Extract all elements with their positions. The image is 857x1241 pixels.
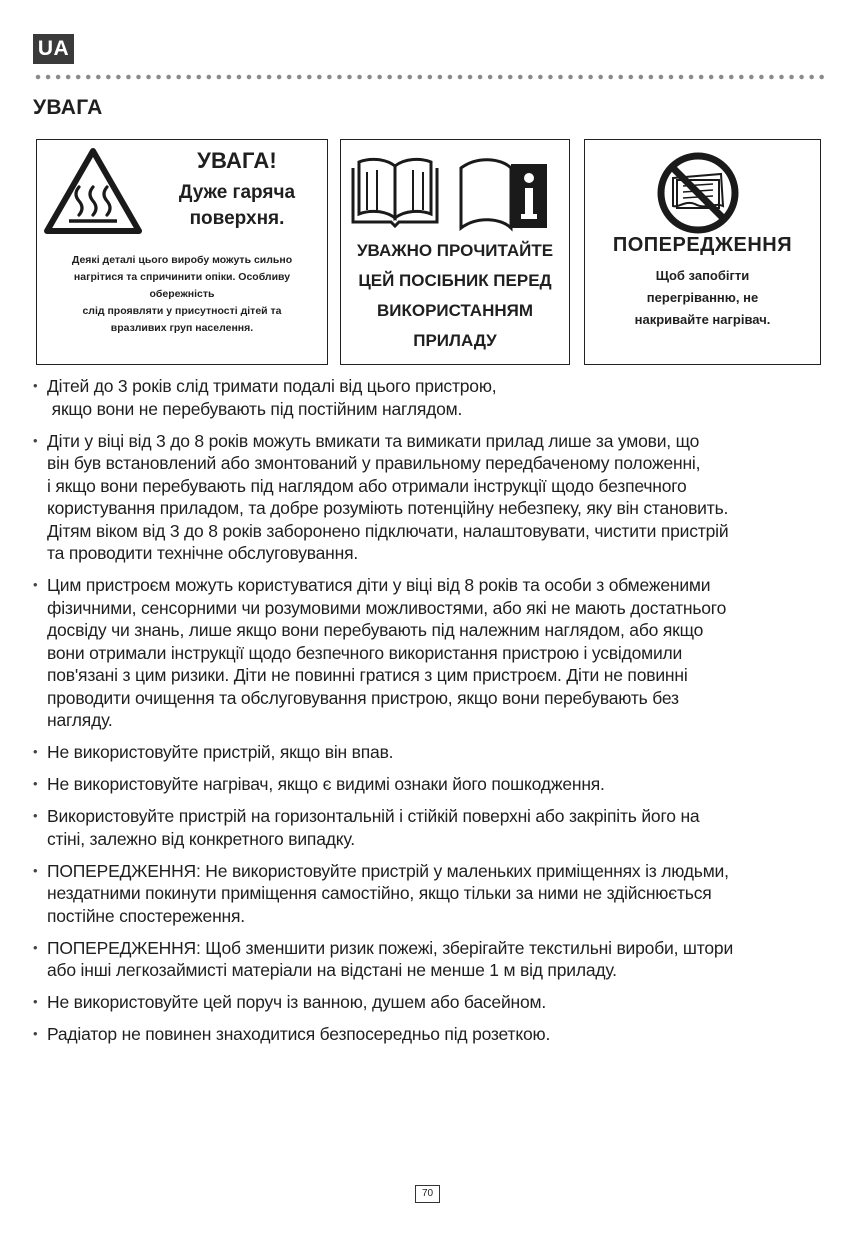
do-not-cover-icon <box>655 150 741 236</box>
list-item: • Радіатор не повинен знаходитися безпосередньо під розеткою. <box>33 1023 833 1046</box>
list-item: • Цим пристроєм можуть користуватися діти у віці від 8 років та особи з обмеженими фізичними, сенсорними чи розумовими можливостями, або які не мають достатнього досвіду чи знань, лише якщо вони перебувають під належним наглядом, або якщо вони отримали інструкції щодо безпечного використання пристрою і усвідомили пов'язані з цим ризики. Діти не повинні гратися з цим пристроєм. Діти не повинні проводити очищення та обслуговування пристрою, якщо вони перебувають без нагляду. <box>33 574 833 732</box>
list-item: • Не використовуйте нагрівач, якщо є видимі ознаки його пошкодження. <box>33 773 833 796</box>
hot-surface-warning-box <box>36 139 328 365</box>
language-badge: UA <box>33 34 74 64</box>
read-manual-box <box>340 139 570 365</box>
book-icon <box>351 152 439 230</box>
list-item: • Не використовуйте цей поруч із ванною, душем або басейном. <box>33 991 833 1014</box>
section-title: УВАГА <box>33 96 103 119</box>
manual-info-icon <box>457 154 551 232</box>
dotted-divider <box>33 73 825 81</box>
list-item: • Не використовуйте пристрій, якщо він впав. <box>33 741 833 764</box>
warning-body: Деякі деталі цього виробу можуть сильно нагрітися та спричинити опіки. Особливу обережність слід проявляти у присутності дітей та вразливих груп населення. <box>71 254 293 334</box>
list-item: • ПОПЕРЕДЖЕННЯ: Не використовуйте пристрій у маленьких приміщеннях із людьми, нездатними покинути приміщення самостійно, якщо тільки за ними не здійснюється постійне спостереження. <box>33 860 833 928</box>
warning-title: УВАГА! <box>197 148 277 173</box>
safety-instructions-list <box>33 375 833 1055</box>
list-item: • ПОПЕРЕДЖЕННЯ: Щоб зменшити ризик пожежі, зберігайте текстильні вироби, штори або інші легкозаймисті матеріали на відстані не менше 1 м від приладу. <box>33 937 833 982</box>
hot-surface-icon <box>43 147 143 237</box>
do-not-cover-box <box>584 139 821 365</box>
list-item: • Діти у віці від 3 до 8 років можуть вмикати та вимикати прилад лише за умови, що він був встановлений або змонтований у правильному передбаченому положенні, і якщо вони перебувають під наглядом або отримали інструкції щодо безпечного користування приладом, та добре розуміють потенційну небезпеку, яку він становить. Дітям віком від 3 до 8 років заборонено підключати, налаштовувати, чистити пристрій та проводити технічне обслуговування. <box>33 430 833 565</box>
page-number: 70 <box>415 1185 440 1203</box>
read-manual-text: УВАЖНО ПРОЧИТАЙТЕ ЦЕЙ ПОСІБНИК ПЕРЕД ВИКОРИСТАННЯМ ПРИЛАДУ <box>356 241 554 350</box>
warning-title: ПОПЕРЕДЖЕННЯ <box>612 234 793 256</box>
warning-subtitle: Дуже гаряча поверхня. <box>178 182 296 229</box>
warning-body: Щоб запобігти перегріванню, не накривайте нагрівач. <box>634 268 771 327</box>
list-item: • Використовуйте пристрій на горизонтальній і стійкій поверхні або закріпіть його на стіні, залежно від конкретного випадку. <box>33 805 833 850</box>
list-item: • Дітей до 3 років слід тримати подалі від цього пристрою, якщо вони не перебувають під постійним наглядом. <box>33 375 833 420</box>
